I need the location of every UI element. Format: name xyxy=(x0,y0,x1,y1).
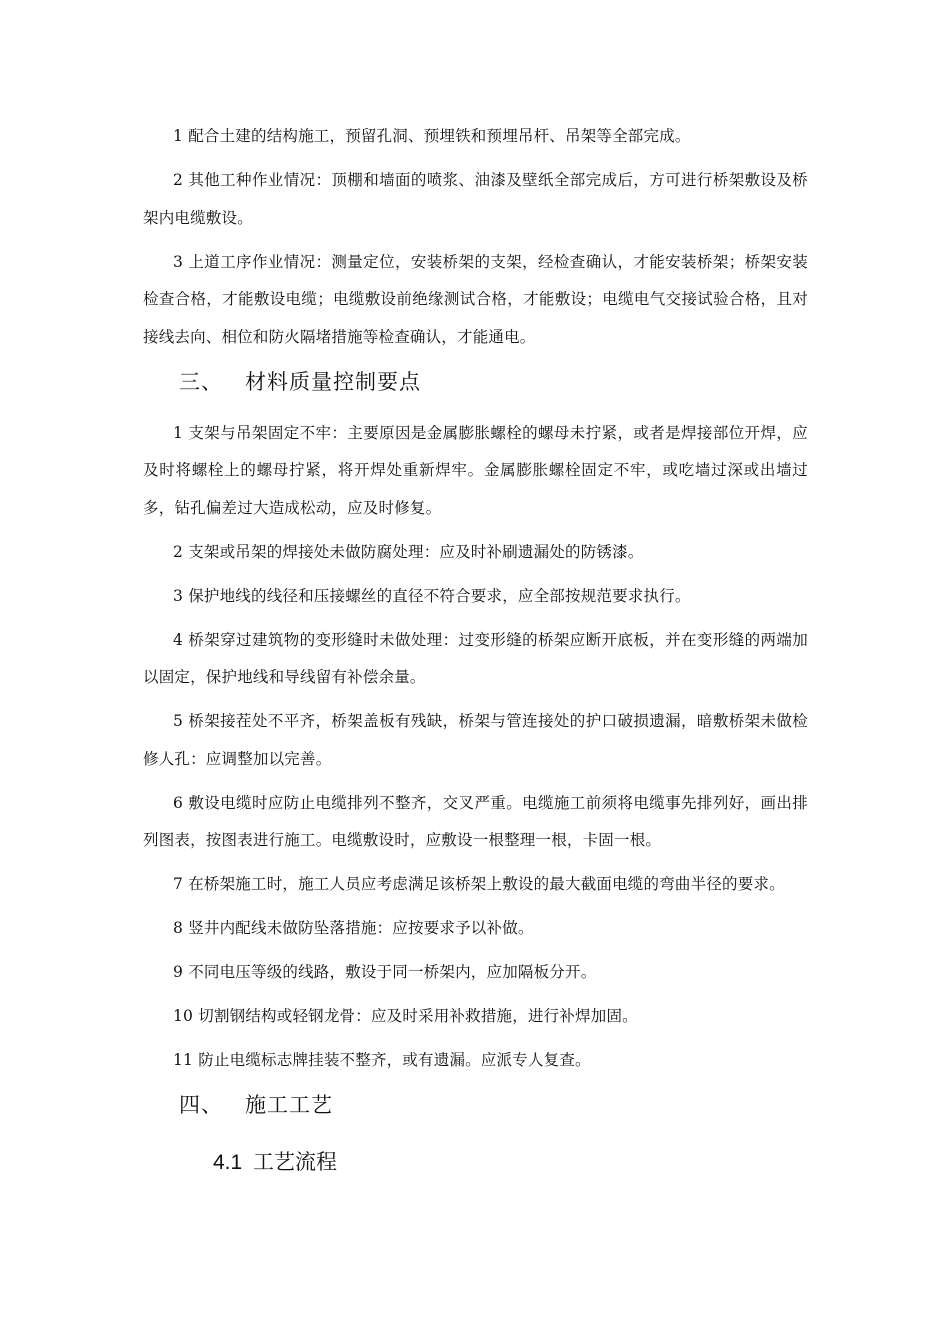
section-title: 材料质量控制要点 xyxy=(245,369,421,394)
paragraph-intro-1: 1 配合土建的结构施工，预留孔洞、预埋铁和预埋吊杆、吊架等全部完成。 xyxy=(173,127,691,145)
section-heading-3 xyxy=(179,357,808,407)
section-title: 施工工艺 xyxy=(245,1093,333,1117)
subsection-number: 4.1 xyxy=(213,1151,243,1174)
document-body xyxy=(143,118,808,1187)
paragraph-item-8: 8 竖井内配线未做防坠落措施：应按要求予以补做。 xyxy=(173,919,534,937)
paragraph-item-11: 11 防止电缆标志牌挂装不整齐，或有遗漏。应派专人复查。 xyxy=(173,1051,591,1069)
paragraph-intro-2: 2 其他工种作业情况：顶棚和墙面的喷浆、油漆及壁纸全部完成后，方可进行桥架敷设及桥架内电缆敷设。 xyxy=(143,171,808,227)
paragraph-item-9: 9 不同电压等级的线路，敷设于同一桥架内，应加隔板分开。 xyxy=(173,963,597,981)
paragraph-intro-3: 3 上道工序作业情况：测量定位，安装桥架的支架，经检查确认，才能安装桥架；桥架安装检查合格，才能敷设电缆；电缆敷设前绝缘测试合格，才能敷设；电缆电气交接试验合格，且对接线去向、相位和防火隔堵措施等检查确认，才能通电。 xyxy=(143,252,808,346)
subsection-heading xyxy=(213,1138,808,1187)
paragraph-item-4: 4 桥架穿过建筑物的变形缝时未做处理：过变形缝的桥架应断开底板，并在变形缝的两端加以固定，保护地线和导线留有补偿余量。 xyxy=(143,630,808,686)
paragraph-item-1: 1 支架与吊架固定不牢：主要原因是金属膨胀螺栓的螺母未拧紧，或者是焊接部位开焊，应及时将螺栓上的螺母拧紧，将开焊处重新焊牢。金属膨胀螺栓固定不牢，或吃墙过深或出墙过多，钻孔偏差过大造成松动，应及时修复。 xyxy=(143,423,808,517)
paragraph-item-6: 6 敷设电缆时应防止电缆排列不整齐，交叉严重。电缆施工前须将电缆事先排列好，画出排列图表，按图表进行施工。电缆敷设时，应敷设一根整理一根，卡固一根。 xyxy=(143,793,808,849)
paragraph-item-3: 3 保护地线的线径和压接螺丝的直径不符合要求，应全部按规范要求执行。 xyxy=(173,586,691,605)
paragraph-item-2: 2 支架或吊架的焊接处未做防腐处理：应及时补刷遗漏处的防锈漆。 xyxy=(173,542,644,561)
paragraph-item-7: 7 在桥架施工时，施工人员应考虑满足该桥架上敷设的最大截面电缆的弯曲半径的要求。 xyxy=(173,875,785,893)
section-number: 三、 xyxy=(179,369,223,394)
paragraph-item-5: 5 桥架接茬处不平齐，桥架盖板有残缺，桥架与管连接处的护口破损遗漏，暗敷桥架未做检修人孔：应调整加以完善。 xyxy=(143,712,808,768)
paragraph-item-10: 10 切割钢结构或轻钢龙骨：应及时采用补救措施，进行补焊加固。 xyxy=(173,1007,638,1025)
section-heading-4 xyxy=(179,1080,808,1130)
section-number: 四、 xyxy=(179,1093,223,1117)
subsection-title: 工艺流程 xyxy=(253,1150,337,1174)
